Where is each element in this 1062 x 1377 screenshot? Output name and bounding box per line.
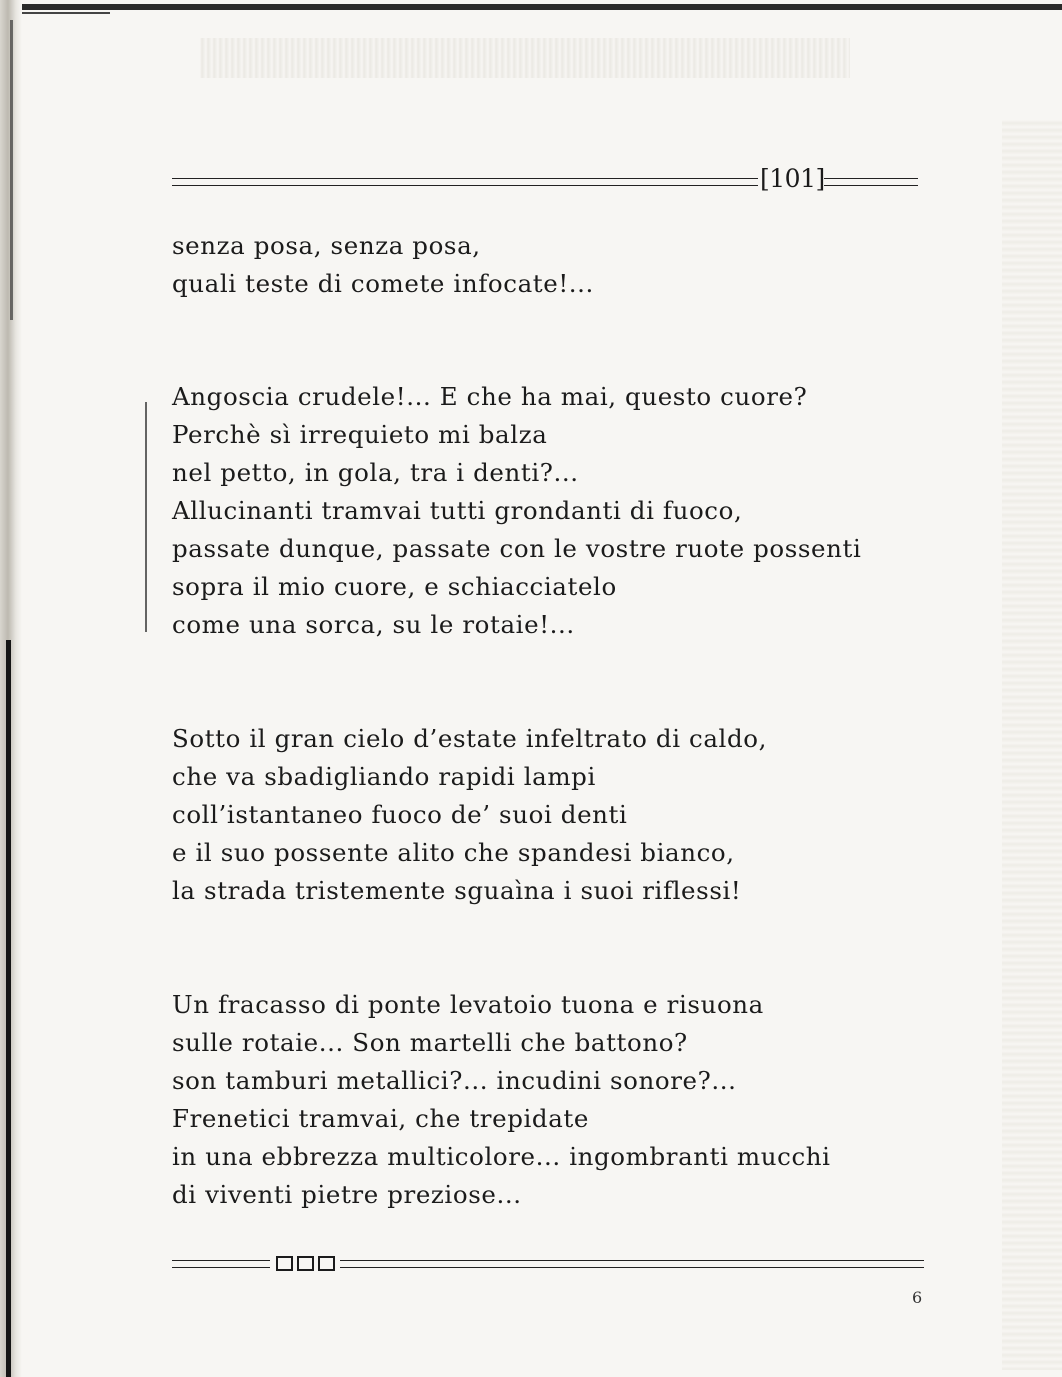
signature-mark: 6 <box>912 1288 923 1307</box>
poem-line: di viventi pietre preziose... <box>172 1180 522 1209</box>
margin-pencil-mark <box>145 402 147 632</box>
square-ornament-icon <box>318 1256 335 1271</box>
poem-line: quali teste di comete infocate!... <box>172 269 594 298</box>
scan-right-noise <box>1002 120 1062 1370</box>
three-squares-ornament <box>276 1256 335 1272</box>
poem-line: Un fracasso di ponte levatoio tuona e risuona <box>172 990 764 1019</box>
stanza-4 <box>172 986 831 1214</box>
poem-line: come una sorca, su le rotaie!... <box>172 610 575 639</box>
footer-rule-right <box>340 1260 924 1268</box>
stanza-2 <box>172 378 861 644</box>
poem-line: in una ebbrezza multicolore... ingombranti mucchi <box>172 1142 831 1171</box>
square-ornament-icon <box>276 1256 293 1271</box>
scan-top-border <box>0 4 1062 10</box>
scan-binding-bar <box>6 640 11 1377</box>
poem-line: e il suo possente alito che spandesi bianco, <box>172 838 735 867</box>
poem-line: passate dunque, passate con le vostre ruote possenti <box>172 534 862 563</box>
header-rule-right <box>824 178 918 186</box>
poem-line: Perchè sì irrequieto mi balza <box>172 420 548 449</box>
stanza-3 <box>172 720 767 910</box>
poem-line: Frenetici tramvai, che trepidate <box>172 1104 589 1133</box>
poem-line: nel petto, in gola, tra i denti?... <box>172 458 579 487</box>
poem-line: la strada tristemente sguaìna i suoi riflessi! <box>172 876 742 905</box>
poem-line: sulle rotaie... Son martelli che battono? <box>172 1028 688 1057</box>
stanza-1 <box>172 227 594 303</box>
square-ornament-icon <box>297 1256 314 1271</box>
scan-left-shadow <box>10 20 13 320</box>
poem-line: che va sbadigliando rapidi lampi <box>172 762 596 791</box>
running-header <box>172 164 918 194</box>
footer-ornament <box>172 1256 924 1274</box>
scan-top-noise <box>200 38 850 78</box>
poem-line: Angoscia crudele!... E che ha mai, questo cuore? <box>172 382 808 411</box>
page-number: [101] <box>760 164 825 193</box>
header-rule-left <box>172 178 758 186</box>
poem-line: sopra il mio cuore, e schiacciatelo <box>172 572 617 601</box>
poem-line: Sotto il gran cielo d’estate infeltrato di caldo, <box>172 724 768 753</box>
poem-line: son tamburi metallici?... incudini sonore?... <box>172 1066 737 1095</box>
poem-line: coll’istantaneo fuoco de’ suoi denti <box>172 800 628 829</box>
poem-line: Allucinanti tramvai tutti grondanti di fuoco, <box>172 496 743 525</box>
poem-line: senza posa, senza posa, <box>172 231 481 260</box>
footer-rule-left <box>172 1260 270 1268</box>
